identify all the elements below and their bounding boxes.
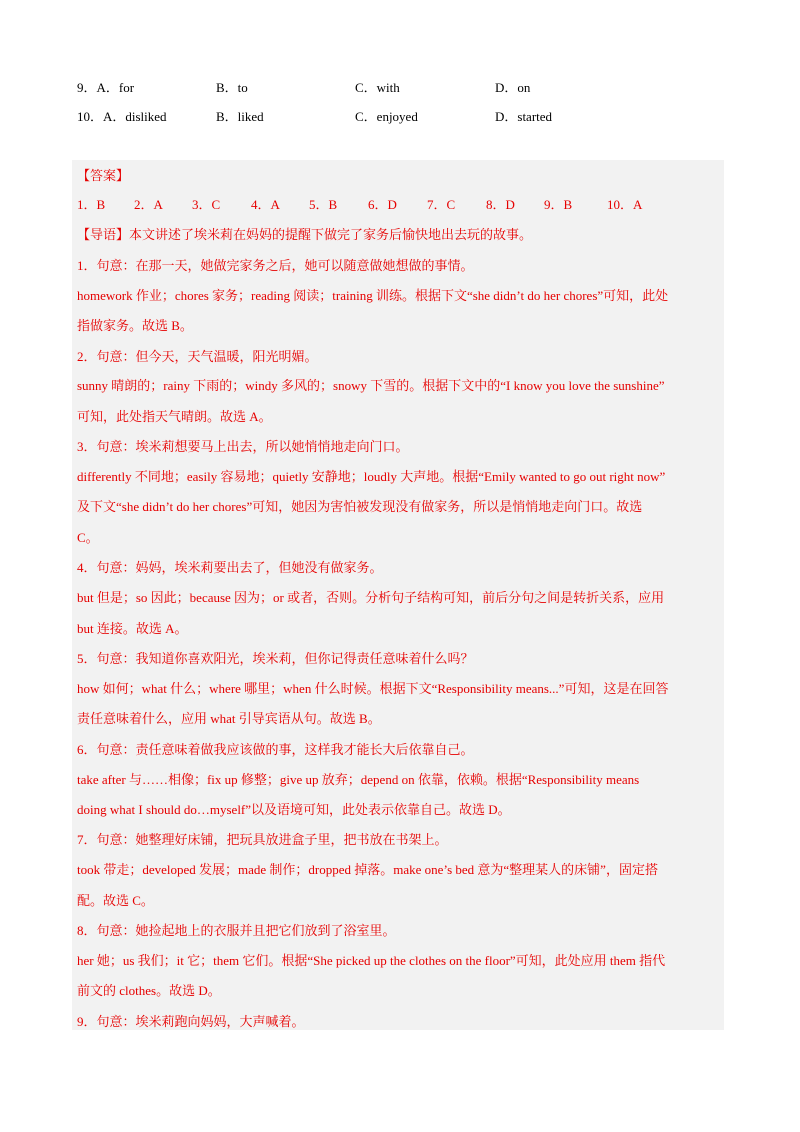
answer-key-row bbox=[77, 195, 725, 215]
answer-3: 3．C bbox=[192, 197, 221, 212]
option-a: 9．A．for bbox=[77, 80, 135, 95]
answer-2: 2．A bbox=[134, 197, 163, 212]
answer-header: 【答案】 bbox=[77, 168, 130, 183]
answer-9: 9．B bbox=[544, 197, 573, 212]
option-d: D．on bbox=[495, 80, 531, 95]
answer-6: 6．D bbox=[368, 197, 397, 212]
answer-10: 10．A bbox=[607, 197, 643, 212]
explanation-line: 4．句意：妈妈，埃米莉要出去了，但她没有做家务。 bbox=[77, 560, 383, 575]
explanation-line: sunny 晴朗的；rainy 下雨的；windy 多风的；snowy 下雪的。根据下文中的“I know you love the sunshine” bbox=[77, 378, 665, 393]
answer-4: 4．A bbox=[251, 197, 280, 212]
option-b: B．to bbox=[216, 80, 248, 95]
explanation-line: C。 bbox=[77, 530, 99, 545]
explanation-line: 前文的 clothes。故选 D。 bbox=[77, 983, 221, 998]
explanation-line: 1．句意：在那一天，她做完家务之后，她可以随意做她想做的事情。 bbox=[77, 258, 474, 273]
explanation-line: but 但是；so 因此；because 因为；or 或者，否则。分析句子结构可知，前后分句之间是转折关系，应用 bbox=[77, 590, 665, 605]
option-c: C．enjoyed bbox=[355, 109, 418, 124]
answer-7: 7．C bbox=[427, 197, 456, 212]
explanation-line: 可知，此处指天气晴朗。故选 A。 bbox=[77, 409, 272, 424]
explanation-line: 责任意味着什么，应用 what 引导宾语从句。故选 B。 bbox=[77, 711, 381, 726]
option-d: D．started bbox=[495, 109, 553, 124]
explanation-line: homework 作业；chores 家务；reading 阅读；training 训练。根据下文“she didn’t do her chores”可知，此处 bbox=[77, 288, 669, 303]
option-c: C．with bbox=[355, 80, 400, 95]
answer-1: 1．B bbox=[77, 197, 106, 212]
explanation-line: 6．句意：责任意味着做我应该做的事，这样我才能长大后依靠自己。 bbox=[77, 742, 474, 757]
explanation-line: 配。故选 C。 bbox=[77, 893, 154, 908]
explanation-line: doing what I should do…myself”以及语境可知，此处表示依靠自己。故选 D。 bbox=[77, 802, 511, 817]
answer-8: 8．D bbox=[486, 197, 515, 212]
explanation-line: 2．句意：但今天，天气温暖，阳光明媚。 bbox=[77, 349, 318, 364]
explanation-line: her 她；us 我们；it 它；them 它们。根据“She picked up the clothes on the floor”可知，此处应用 them 指代 bbox=[77, 953, 666, 968]
option-a: 10．A．disliked bbox=[77, 109, 167, 124]
explanation-line: 【导语】本文讲述了埃米莉在妈妈的提醒下做完了家务后愉快地出去玩的故事。 bbox=[77, 227, 533, 242]
explanation-line: differently 不同地；easily 容易地；quietly 安静地；loudly 大声地。根据“Emily wanted to go out right now” bbox=[77, 469, 666, 484]
explanation-line: 指做家务。故选 B。 bbox=[77, 318, 193, 333]
option-b: B．liked bbox=[216, 109, 264, 124]
explanation-line: 7．句意：她整理好床铺，把玩具放进盒子里，把书放在书架上。 bbox=[77, 832, 448, 847]
explanation-line: took 带走；developed 发展；made 制作；dropped 掉落。make one’s bed 意为“整理某人的床铺”，固定搭 bbox=[77, 862, 658, 877]
explanation-line: 9．句意：埃米莉跑向妈妈，大声喊着。 bbox=[77, 1014, 305, 1029]
answer-5: 5．B bbox=[309, 197, 338, 212]
explanation-line: 及下文“she didn’t do her chores”可知，她因为害怕被发现没有做家务，所以是悄悄地走向门口。故选 bbox=[77, 499, 643, 514]
explanation-line: 3．句意：埃米莉想要马上出去，所以她悄悄地走向门口。 bbox=[77, 439, 409, 454]
explanation-line: how 如何；what 什么；where 哪里；when 什么时候。根据下文“Responsibility means...”可知，这是在回答 bbox=[77, 681, 669, 696]
explanation-line: 8．句意：她捡起地上的衣服并且把它们放到了浴室里。 bbox=[77, 923, 396, 938]
explanation-line: but 连接。故选 A。 bbox=[77, 621, 188, 636]
explanation-line: take after 与……相像；fix up 修整；give up 放弃；depend on 依靠，依赖。根据“Responsibility means bbox=[77, 772, 640, 787]
explanation-line: 5．句意：我知道你喜欢阳光，埃米莉，但你记得责任意味着什么吗？ bbox=[77, 651, 474, 666]
